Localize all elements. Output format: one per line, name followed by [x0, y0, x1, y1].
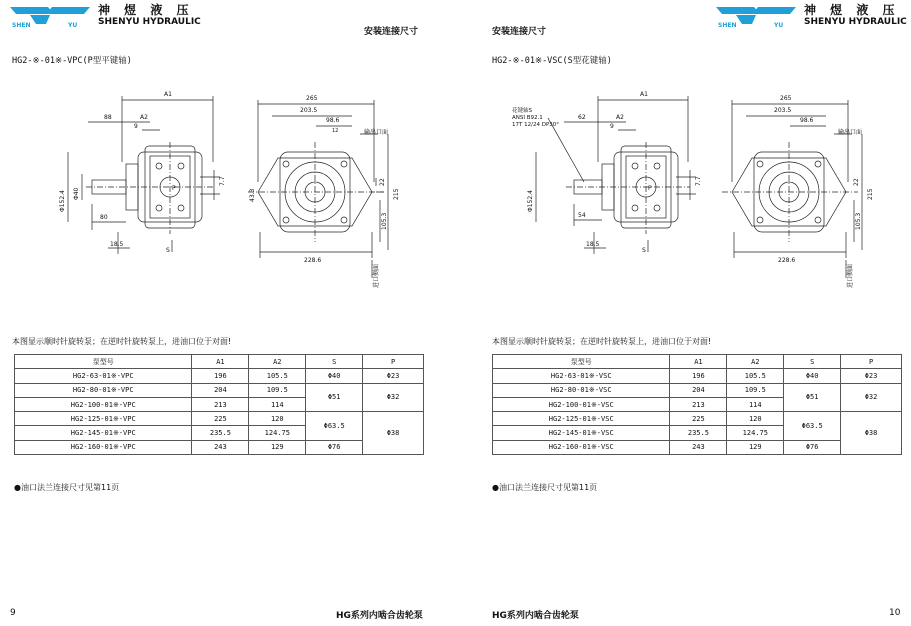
dim-18-5: 18.5 [110, 241, 124, 248]
col-a2: A2 [249, 355, 306, 369]
table-cell: 213 [670, 397, 727, 411]
table-cell: 109.5 [727, 383, 784, 397]
table-cell: 213 [192, 397, 249, 411]
flange-note: ●油口法兰连接尺寸见第11页 [492, 483, 598, 492]
table-cell: HG2-63-01※-VSC [493, 369, 670, 383]
table-cell: Φ38 [363, 412, 424, 455]
col-a1: A1 [670, 355, 727, 369]
table-cell: 225 [192, 412, 249, 426]
header-label: 安装连接尺寸 [492, 27, 547, 37]
dim-228-6: 228.6 [304, 257, 322, 264]
table-cell: HG2-145-01※-VSC [493, 426, 670, 440]
rotation-note: 本图显示顺时针旋转泵；在逆时针旋转泵上，进油口位于对面! [12, 337, 232, 346]
brand-en: SHENYU HYDRAULIC [804, 17, 907, 27]
dim-a1: A1 [164, 91, 172, 98]
table-cell: Φ63.5 [784, 412, 841, 441]
model-title: HG2-※-01※-VSC(S型花键轴) [492, 56, 612, 66]
dim-22: 22 [379, 178, 386, 186]
dim-p: P [648, 185, 652, 192]
rotation-note: 本图显示顺时针旋转泵；在逆时针旋转泵上，进油口位于对面! [492, 337, 712, 346]
dim-12: 12 [332, 128, 339, 134]
dimension-table [492, 354, 902, 455]
pump-front-view [248, 100, 388, 278]
page-number: 10 [889, 608, 901, 618]
dim-54: 54 [578, 212, 586, 219]
table-cell: HG2-80-01※-VPC [15, 383, 192, 397]
logo-left-text: SHEN [718, 22, 737, 29]
dim-105-3: 105.3 [855, 212, 862, 230]
dim-s: S [642, 247, 646, 254]
table-cell: Φ32 [841, 383, 902, 412]
table-cell: HG2-160-01※-VPC [15, 440, 192, 454]
table-cell: Φ32 [363, 383, 424, 412]
col-p: P [841, 355, 902, 369]
dim-p: P [172, 185, 176, 192]
dim-98-6: 98.6 [800, 117, 814, 124]
dim-98-6: 98.6 [326, 117, 340, 124]
dim-9: 9 [134, 123, 138, 130]
dim-265: 265 [780, 95, 792, 102]
table-cell: Φ76 [306, 440, 363, 454]
table-cell: Φ51 [306, 383, 363, 412]
dim-a2: A2 [616, 114, 624, 121]
table-cell: 204 [670, 383, 727, 397]
header-label: 安装连接尺寸 [364, 27, 419, 37]
dim-265: 265 [306, 95, 318, 102]
table-cell: 120 [249, 412, 306, 426]
table-cell: Φ63.5 [306, 412, 363, 441]
brand-logo [8, 4, 201, 30]
dim-18-5: 18.5 [586, 241, 600, 248]
dim-a1: A1 [640, 91, 648, 98]
dimension-drawing [456, 82, 911, 292]
table-cell: 105.5 [249, 369, 306, 383]
brand-cn: 神 煜 液 压 [804, 3, 900, 17]
dimension-table [14, 354, 424, 455]
table-cell: Φ76 [784, 440, 841, 454]
outlet-label: 输出口面 [838, 129, 863, 136]
dim-62: 62 [578, 114, 586, 121]
logo-right-text: YU [774, 22, 784, 29]
table-cell: Φ38 [841, 412, 902, 455]
table-cell: HG2-125-01※-VSC [493, 412, 670, 426]
dim-22: 22 [853, 178, 860, 186]
footer-series: HG系列内啮合齿轮泵 [492, 611, 579, 621]
table-cell: 124.75 [727, 426, 784, 440]
col-s: S [306, 355, 363, 369]
table-cell: 235.5 [192, 426, 249, 440]
table-cell: HG2-125-01※-VPC [15, 412, 192, 426]
spline-spec: 17T 12/24 DP30° [512, 122, 560, 128]
pump-front-view [722, 100, 862, 278]
table-cell: HG2-145-01※-VPC [15, 426, 192, 440]
dim-215: 215 [393, 188, 400, 200]
page-number: 9 [10, 608, 16, 618]
col-a1: A1 [192, 355, 249, 369]
dimension-drawing [0, 82, 455, 292]
table-header-row [15, 355, 424, 369]
brand-cn: 神 煜 液 压 [98, 3, 194, 17]
logo-mark-icon [714, 4, 798, 30]
table-cell: Φ51 [784, 383, 841, 412]
table-cell: Φ23 [363, 369, 424, 383]
table-cell: 225 [670, 412, 727, 426]
table-row [493, 383, 902, 397]
dim-7-7: 7.7 [695, 176, 702, 186]
dim-phi152: Φ152.4 [59, 190, 66, 212]
dim-phi152: Φ152.4 [527, 190, 534, 212]
col-model: 泵型号 [15, 355, 192, 369]
table-cell: 105.5 [727, 369, 784, 383]
left-page [0, 0, 455, 626]
table-cell: HG2-63-01※-VPC [15, 369, 192, 383]
dim-203-5: 203.5 [774, 107, 792, 114]
table-row [493, 440, 902, 454]
table-cell: 196 [670, 369, 727, 383]
logo-right-text: YU [68, 22, 78, 29]
inlet-label: 进口侧面 [373, 263, 380, 288]
dim-phi40: Φ40 [73, 187, 80, 200]
footer-series: HG系列内啮合齿轮泵 [336, 611, 423, 621]
dim-43-3: 43.3 [249, 188, 256, 202]
table-cell: 114 [249, 397, 306, 411]
dim-a2: A2 [140, 114, 148, 121]
table-cell: 129 [249, 440, 306, 454]
table-cell: Φ40 [306, 369, 363, 383]
table-cell: 243 [670, 440, 727, 454]
table-cell: 204 [192, 383, 249, 397]
col-model: 泵型号 [493, 355, 670, 369]
table-cell: 109.5 [249, 383, 306, 397]
table-row [15, 369, 424, 383]
right-page [456, 0, 911, 626]
dim-215: 215 [867, 188, 874, 200]
model-title: HG2-※-01※-VPC(P型平键轴) [12, 56, 132, 66]
dim-105-3: 105.3 [381, 212, 388, 230]
table-cell: 129 [727, 440, 784, 454]
brand-logo [714, 4, 907, 30]
dim-88: 88 [104, 114, 112, 121]
dim-80: 80 [100, 214, 108, 221]
table-header-row [493, 355, 902, 369]
outlet-label: 输出口面 [364, 129, 389, 136]
table-cell: HG2-160-01※-VSC [493, 440, 670, 454]
table-row [493, 412, 902, 426]
table-cell: HG2-100-01※-VSC [493, 397, 670, 411]
inlet-label: 进口侧面 [847, 263, 854, 288]
table-cell: HG2-80-01※-VSC [493, 383, 670, 397]
table-row [493, 369, 902, 383]
table-cell: Φ40 [784, 369, 841, 383]
flange-note: ●油口法兰连接尺寸见第11页 [14, 483, 120, 492]
spline-standard: ANSI B92.1 [512, 115, 543, 121]
col-a2: A2 [727, 355, 784, 369]
col-s: S [784, 355, 841, 369]
col-p: P [363, 355, 424, 369]
table-cell: 243 [192, 440, 249, 454]
table-cell: Φ23 [841, 369, 902, 383]
logo-left-text: SHEN [12, 22, 31, 29]
table-cell: 196 [192, 369, 249, 383]
table-row [15, 412, 424, 426]
table-cell: HG2-100-01※-VPC [15, 397, 192, 411]
table-cell: 120 [727, 412, 784, 426]
table-row [15, 383, 424, 397]
brand-en: SHENYU HYDRAULIC [98, 17, 201, 27]
dim-228-6: 228.6 [778, 257, 796, 264]
dim-9: 9 [610, 123, 614, 130]
table-row [15, 440, 424, 454]
dim-7-7: 7.7 [219, 176, 226, 186]
table-cell: 235.5 [670, 426, 727, 440]
table-cell: 114 [727, 397, 784, 411]
dim-203-5: 203.5 [300, 107, 318, 114]
table-cell: 124.75 [249, 426, 306, 440]
dim-s: S [166, 247, 170, 254]
logo-mark-icon [8, 4, 92, 30]
spline-label: 花键轴S [512, 108, 532, 114]
